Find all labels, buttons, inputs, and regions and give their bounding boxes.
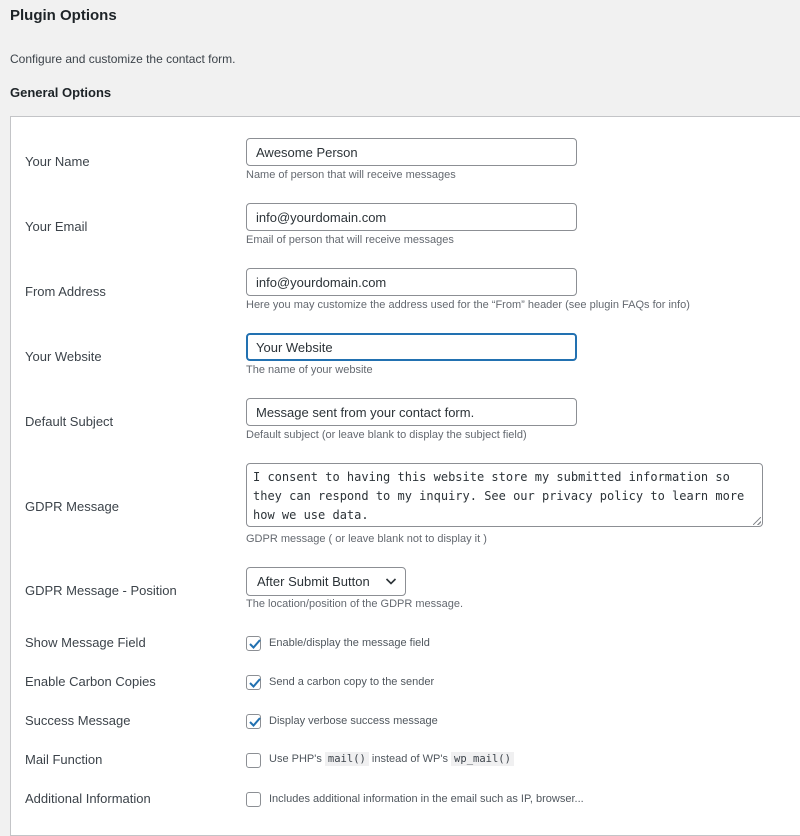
mail-function-text [269, 753, 514, 765]
success-message-checkbox[interactable] [246, 714, 261, 729]
success-message-label: Success Message [25, 713, 131, 728]
website-input[interactable] [246, 333, 577, 361]
check-icon [247, 714, 263, 730]
carbon-copies-label: Enable Carbon Copies [25, 674, 156, 689]
gdpr-position-value: After Submit Button [257, 574, 370, 589]
gdpr-message-description: GDPR message ( or leave blank not to display it ) [246, 533, 487, 545]
website-description: The name of your website [246, 364, 373, 376]
additional-info-text: Includes additional information in the email such as IP, browser... [269, 793, 584, 805]
section-title: General Options [10, 85, 112, 100]
name-input[interactable] [246, 138, 577, 166]
page-title: Plugin Options [10, 7, 117, 24]
chevron-down-icon [385, 575, 397, 587]
carbon-copies-checkbox[interactable] [246, 675, 261, 690]
email-description: Email of person that will receive messages [246, 234, 454, 246]
gdpr-position-select[interactable] [246, 567, 406, 596]
mail-function-code-a: mail() [325, 752, 369, 766]
from-address-label: From Address [25, 284, 106, 299]
mail-function-text-b: instead of WP's [371, 753, 448, 765]
message-field-label: Show Message Field [25, 635, 146, 650]
mail-function-text-a: Use PHP's [269, 753, 322, 765]
mail-function-label: Mail Function [25, 752, 103, 767]
gdpr-message-textarea[interactable] [246, 463, 763, 527]
subject-label: Default Subject [25, 414, 114, 429]
additional-info-label: Additional Information [25, 791, 151, 806]
gdpr-position-description: The location/position of the GDPR message. [246, 598, 464, 610]
page-intro: Configure and customize the contact form. [10, 52, 236, 66]
subject-input[interactable] [246, 398, 577, 426]
email-label: Your Email [25, 219, 88, 234]
message-field-checkbox[interactable] [246, 636, 261, 651]
from-address-description: Here you may customize the address used for the “From” header (see plugin FAQs for info) [246, 299, 690, 311]
additional-info-checkbox[interactable] [246, 792, 261, 807]
name-description: Name of person that will receive messages [246, 169, 456, 181]
mail-function-checkbox[interactable] [246, 753, 261, 768]
message-field-text: Enable/display the message field [269, 637, 430, 649]
carbon-copies-text: Send a carbon copy to the sender [269, 676, 435, 688]
check-icon [247, 675, 263, 691]
subject-description: Default subject (or leave blank to display the subject field) [246, 429, 527, 441]
resize-handle-icon[interactable] [753, 517, 761, 525]
email-input[interactable] [246, 203, 577, 231]
from-address-input[interactable] [246, 268, 577, 296]
mail-function-code-b: wp_mail() [451, 752, 514, 766]
website-label: Your Website [25, 349, 102, 364]
name-label: Your Name [25, 154, 90, 169]
check-icon [247, 636, 263, 652]
gdpr-position-label: GDPR Message - Position [25, 583, 177, 598]
success-message-text: Display verbose success message [269, 715, 438, 727]
gdpr-message-label: GDPR Message [25, 499, 119, 514]
